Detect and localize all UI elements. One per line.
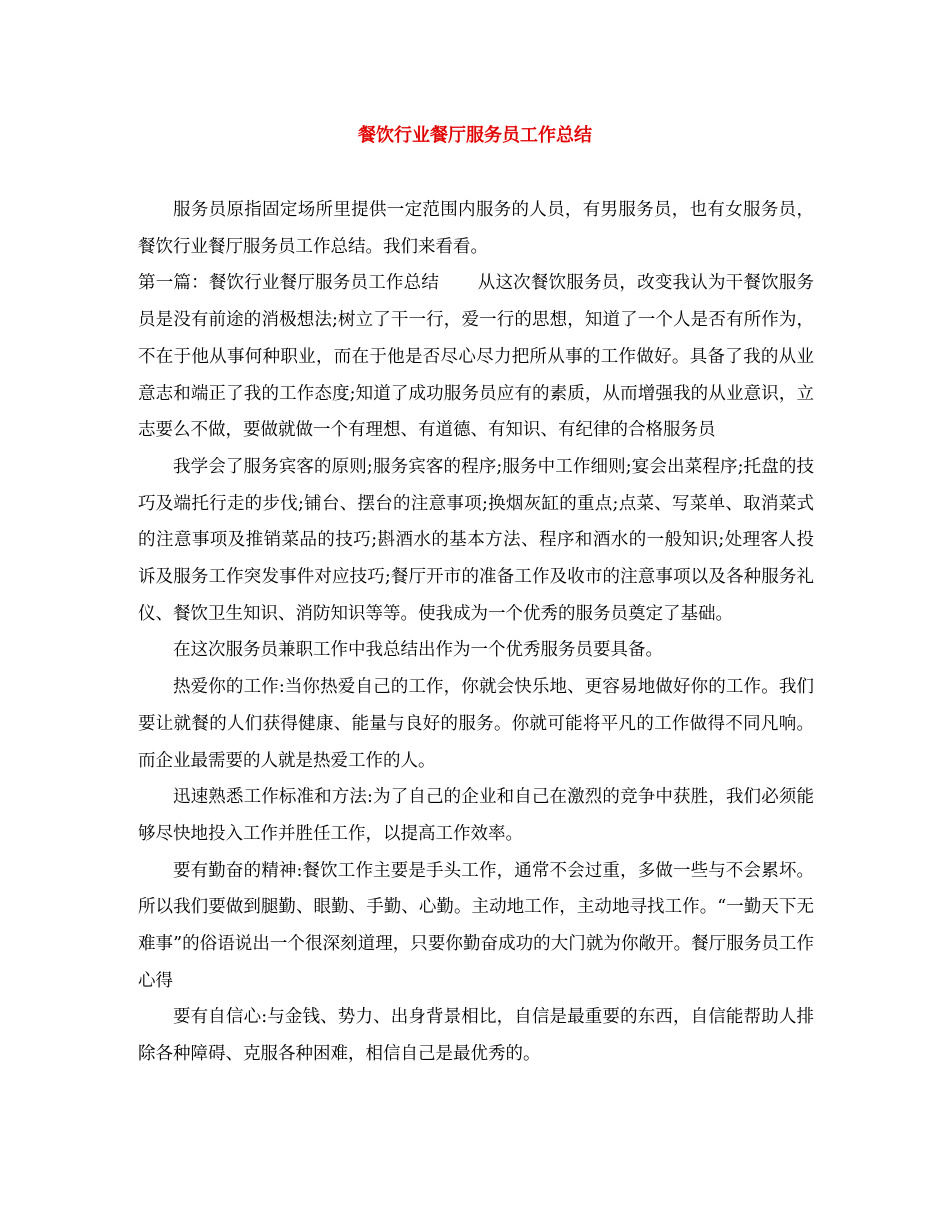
summary-paragraph: 在这次服务员兼职工作中我总结出作为一个优秀服务员要具备。: [173, 640, 663, 661]
section-paragraph: [138, 265, 814, 449]
section-text: 从这次餐饮服务员，改变我认为干餐饮服务员是没有前途的消极想法;树立了干一行，爱一行的思想，知道了一个人是否有所作为，不在于他从事何种职业，而在于他是否尽心尽力把所从事的工作做好。具备了我的从业意志和端正了我的工作态度;知道了成功服务员应有的素质，从而增强我的从业意识，立志要么不做，要做就做一个有理想、有道德、有知识、有纪律的合格服务员: [138, 273, 815, 441]
document-title: 餐饮行业餐厅服务员工作总结: [358, 125, 592, 146]
intro-paragraph: 服务员原指固定场所里提供一定范围内服务的人员，有男服务员，也有女服务员，餐饮行业餐厅服务员工作总结。我们来看看。: [138, 200, 814, 257]
skills-paragraph: 我学会了服务宾客的原则;服务宾客的程序;服务中工作细则;宴会出菜程序;托盘的技巧及端托行走的步伐;铺台、摆台的注意事项;换烟灰缸的重点;点菜、写菜单、取消菜式的注意事项及推销菜品的技巧;斟酒水的基本方法、程序和酒水的一般知识;处理客人投诉及服务工作突发事件对应技巧;餐厅开市的准备工作及收市的注意事项以及各种服务礼仪、餐饮卫生知识、消防知识等等。使我成为一个优秀的服务员奠定了基础。: [138, 456, 814, 624]
confidence-paragraph: 要有自信心:与金钱、势力、出身背景相比，自信是最重要的东西，自信能帮助人排除各种障碍、克服各种困难，相信自己是最优秀的。: [138, 1007, 814, 1065]
document-body: [138, 192, 814, 1073]
diligence-paragraph: 要有勤奋的精神:餐饮工作主要是手头工作，通常不会过重，多做一些与不会累坏。所以我们要做到腿勤、眼勤、手勤、心勤。主动地工作，主动地寻找工作。“一勤天下无难事”的俗语说出一个很深刻道理，只要你勤奋成功的大门就为你敞开。餐厅服务员工作心得: [138, 860, 814, 991]
love-work-paragraph: 热爱你的工作:当你热爱自己的工作，你就会快乐地、更容易地做好你的工作。我们要让就餐的人们获得健康、能量与良好的服务。你就可能将平凡的工作做得不同凡响。而企业最需要的人就是热爱工作的人。: [138, 677, 814, 771]
familiarize-paragraph: 迅速熟悉工作标准和方法:为了自己的企业和自己在激烈的竞争中获胜，我们必须能够尽快地投入工作并胜任工作，以提高工作效率。: [138, 787, 814, 844]
section-heading: 第一篇：餐饮行业餐厅服务员工作总结: [138, 273, 440, 294]
